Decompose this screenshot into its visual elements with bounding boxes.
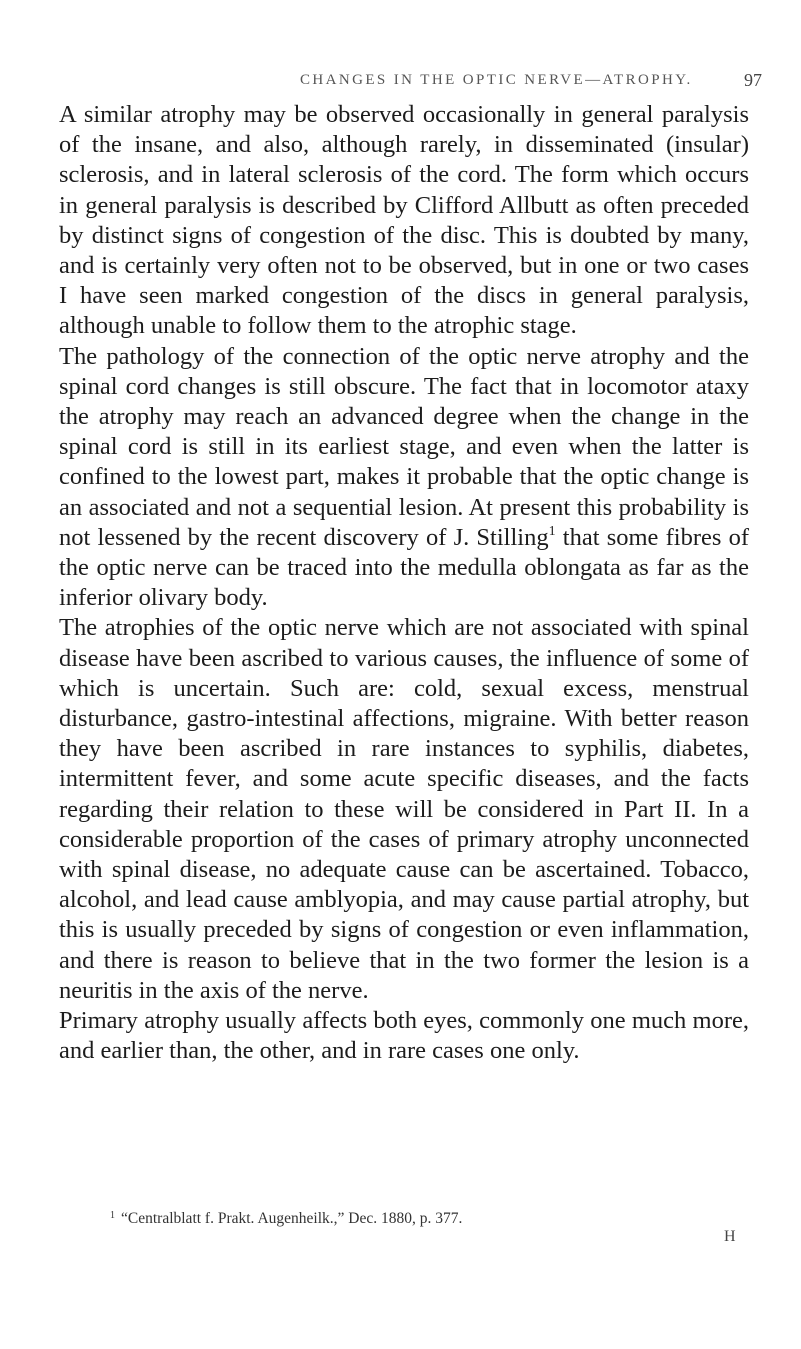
- paragraph: The atrophies of the optic nerve which are not associated with spinal disease have been ascribed to various causes, the influence of some of which is uncertain. Such are: cold, sexual excess, menstrual disturbance, gastro-intestinal affections, migraine. With better reason they have been ascribed in rare instances to syphilis, diabetes, intermittent fever, and some acute specific diseases, and the facts regarding their relation to these will be considered in Part II. In a considerable proportion of the cases of primary atrophy unconnected with spinal disease, no adequate cause can be ascertained. Tobacco, alcohol, and lead cause amblyopia, and may cause partial atrophy, but this is usually preceded by signs of congestion or even inflammation, and there is reason to believe that in the two former the lesion is a neuritis in the axis of the nerve.: [59, 614, 749, 1004]
- paragraph: [59, 342, 749, 614]
- paragraph: Primary atrophy usually affects both eyes, commonly one much more, and earlier than, the other, and in rare cases one only.: [59, 1007, 749, 1065]
- running-head: [300, 72, 780, 89]
- page-number: 97: [744, 70, 762, 90]
- footnote-mark: 1: [110, 1210, 115, 1221]
- paragraph-text: The pathology of the connection of the optic nerve atrophy and the spinal cord changes is still obscure. The fact that in locomotor ataxy the atrophy may reach an advanced degree when the change in the spinal cord is still in its earliest stage, and even when the latter is confined to the lowest part, makes it probable that the optic change is an associated and not a sequential lesion. At present this probability is not lessened by the recent discovery of J. Stilling: [59, 342, 749, 551]
- footnote: [110, 1206, 750, 1229]
- running-head-title: CHANGES IN THE OPTIC NERVE—ATROPHY.: [300, 72, 693, 88]
- body-text: [59, 100, 749, 1067]
- paragraph: A similar atrophy may be observed occasionally in general paralysis of the insane, and also, although rarely, in disseminated (insular) sclerosis, and in lateral sclerosis of the cord. The form which occurs in general paralysis is described by Clifford Allbutt as often preceded by distinct signs of congestion of the disc. This is doubted by many, and is certainly very often not to be observed, but in one or two cases I have seen marked congestion of the discs in general paralysis, although unable to follow them to the atrophic stage.: [59, 101, 749, 340]
- footnote-reference[interactable]: 1: [548, 523, 556, 539]
- footnote-text: “Centralblatt f. Prakt. Augenheilk.,” Dec. 1880, p. 377.: [121, 1210, 463, 1227]
- signature-mark: H: [724, 1228, 736, 1245]
- paragraph-text: that some fibres of the optic nerve can be traced into the medulla oblongata as far as the inferior olivary body.: [59, 523, 749, 612]
